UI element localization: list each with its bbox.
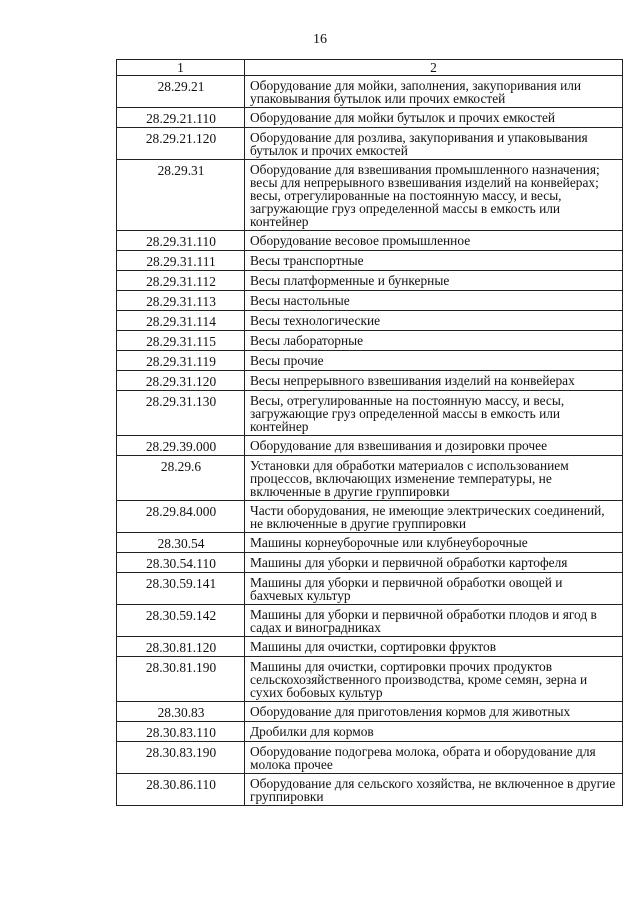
description-cell: Машины для уборки и первичной обработки плодов и ягод в садах и виноградниках (245, 605, 623, 637)
description-cell: Части оборудования, не имеющие электрических соединений, не включенные в другие группировки (245, 501, 623, 533)
table-row (117, 311, 623, 331)
description-cell: Установки для обработки материалов с использованием процессов, включающих изменение температуры, не включенные в другие группировки (245, 456, 623, 501)
description-cell: Оборудование для взвешивания промышленного назначения; весы для непрерывного взвешивания изделий на конвейерах; весы, отрегулированные на постоянную массу, и весы, загружающие груз определенной массы в емкость или контейнер (245, 160, 623, 231)
code-cell: 28.29.21 (117, 76, 245, 108)
description-cell: Оборудование для мойки бутылок и прочих емкостей (245, 108, 623, 128)
code-cell: 28.30.86.110 (117, 774, 245, 806)
table-row (117, 291, 623, 311)
code-cell: 28.29.31.111 (117, 251, 245, 271)
code-cell: 28.29.21.110 (117, 108, 245, 128)
description-cell: Весы лабораторные (245, 331, 623, 351)
table-row (117, 76, 623, 108)
code-cell: 28.29.84.000 (117, 501, 245, 533)
description-cell: Весы транспортные (245, 251, 623, 271)
description-cell: Машины для очистки, сортировки фруктов (245, 637, 623, 657)
code-cell: 28.29.31.113 (117, 291, 245, 311)
table-row (117, 251, 623, 271)
code-cell: 28.30.81.190 (117, 657, 245, 702)
table-row (117, 371, 623, 391)
column-header-1: 1 (117, 60, 245, 76)
description-cell: Весы, отрегулированные на постоянную массу, и весы, загружающие груз определенной массы в емкость или контейнер (245, 391, 623, 436)
table-row (117, 331, 623, 351)
table-row (117, 637, 623, 657)
table-row (117, 501, 623, 533)
description-cell: Оборудование для мойки, заполнения, закупоривания или упаковывания бутылок или прочих емкостей (245, 76, 623, 108)
table-row (117, 702, 623, 722)
classification-table (116, 59, 623, 806)
description-cell: Оборудование для взвешивания и дозировки прочее (245, 436, 623, 456)
code-cell: 28.30.54.110 (117, 553, 245, 573)
table-row (117, 231, 623, 251)
code-cell: 28.29.31.114 (117, 311, 245, 331)
description-cell: Дробилки для кормов (245, 722, 623, 742)
description-cell: Весы непрерывного взвешивания изделий на конвейерах (245, 371, 623, 391)
table-row (117, 657, 623, 702)
description-cell: Оборудование весовое промышленное (245, 231, 623, 251)
code-cell: 28.29.31.120 (117, 371, 245, 391)
table-row (117, 271, 623, 291)
code-cell: 28.29.21.120 (117, 128, 245, 160)
table-row (117, 742, 623, 774)
table-row (117, 108, 623, 128)
description-cell: Весы настольные (245, 291, 623, 311)
description-cell: Весы технологические (245, 311, 623, 331)
table-row (117, 774, 623, 806)
table-row (117, 553, 623, 573)
column-header-2: 2 (245, 60, 623, 76)
description-cell: Весы прочие (245, 351, 623, 371)
table-row (117, 722, 623, 742)
code-cell: 28.29.31.110 (117, 231, 245, 251)
table-row (117, 436, 623, 456)
code-cell: 28.30.83 (117, 702, 245, 722)
code-cell: 28.30.83.110 (117, 722, 245, 742)
code-cell: 28.29.31.130 (117, 391, 245, 436)
description-cell: Машины для уборки и первичной обработки картофеля (245, 553, 623, 573)
table-row (117, 533, 623, 553)
code-cell: 28.30.54 (117, 533, 245, 553)
table-row (117, 456, 623, 501)
table-row (117, 351, 623, 371)
table-header-row (117, 60, 623, 76)
description-cell: Оборудование для розлива, закупоривания и упаковывания бутылок и прочих емкостей (245, 128, 623, 160)
description-cell: Оборудование для приготовления кормов для животных (245, 702, 623, 722)
code-cell: 28.30.83.190 (117, 742, 245, 774)
code-cell: 28.30.59.141 (117, 573, 245, 605)
table-row (117, 391, 623, 436)
code-cell: 28.29.31.115 (117, 331, 245, 351)
code-cell: 28.29.31.112 (117, 271, 245, 291)
description-cell: Машины корнеуборочные или клубнеуборочные (245, 533, 623, 553)
table-row (117, 573, 623, 605)
description-cell: Весы платформенные и бункерные (245, 271, 623, 291)
code-cell: 28.29.6 (117, 456, 245, 501)
description-cell: Машины для очистки, сортировки прочих продуктов сельскохозяйственного производства, кроме семян, зерна и сухих бобовых культур (245, 657, 623, 702)
code-cell: 28.29.31.119 (117, 351, 245, 371)
table-row (117, 128, 623, 160)
code-cell: 28.29.39.000 (117, 436, 245, 456)
table-row (117, 160, 623, 231)
page-number: 16 (313, 32, 327, 47)
description-cell: Оборудование для сельского хозяйства, не включенное в другие группировки (245, 774, 623, 806)
code-cell: 28.30.59.142 (117, 605, 245, 637)
description-cell: Машины для уборки и первичной обработки овощей и бахчевых культур (245, 573, 623, 605)
code-cell: 28.29.31 (117, 160, 245, 231)
code-cell: 28.30.81.120 (117, 637, 245, 657)
description-cell: Оборудование подогрева молока, обрата и оборудование для молока прочее (245, 742, 623, 774)
table-row (117, 605, 623, 637)
